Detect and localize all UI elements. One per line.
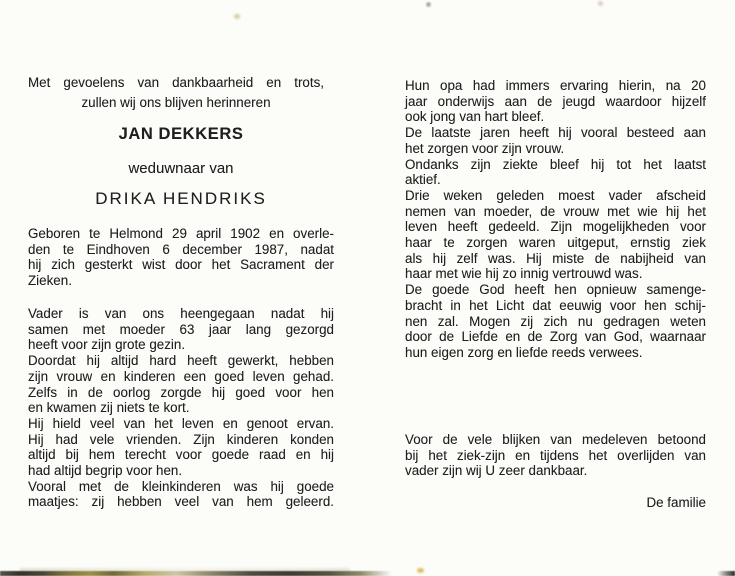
text-line: heeft voor zijn grote gezin. bbox=[28, 337, 186, 353]
text-line: zullen wij ons blijven herinneren bbox=[81, 95, 271, 110]
text-line: samen met moeder 63 jaar lang gezorgd bbox=[28, 321, 334, 337]
scan-speck bbox=[234, 14, 240, 19]
text-line: Ondanks zijn ziekte bleef hij tot het laatst bbox=[405, 156, 706, 172]
text-line: altijd bij hem terecht voor goede raad en hij bbox=[28, 447, 334, 463]
text-line: ook jong van hart bleef. bbox=[405, 109, 545, 125]
text-line: hij zich gesterkt wist door het Sacrament der bbox=[28, 257, 334, 273]
text-line: haar met wie hij zo innig vertrouwd was. bbox=[405, 266, 643, 282]
text-line: Drie weken geleden moest vader afscheid bbox=[405, 187, 706, 203]
text-line: hun eigen zorg en liefde reeds verwees. bbox=[405, 344, 643, 360]
text-line: haar te zorgen waren uitgeput, ernstig ziek bbox=[405, 235, 706, 251]
scan-speck bbox=[426, 2, 431, 7]
text-line: leven heeft gedeeld. Zijn mogelijkheden voor bbox=[405, 219, 706, 235]
intro-text bbox=[28, 73, 324, 113]
text-line: Hij had vele vrienden. Zijn kinderen konden bbox=[28, 431, 334, 447]
paragraph-memories bbox=[405, 78, 706, 361]
text-line: Hun opa had immers ervaring hierin, na 20 bbox=[405, 78, 706, 93]
text-line: den te Eindhoven 6 december 1987, nadat bbox=[28, 241, 334, 257]
text-line: nen zal. Mogen zij zich nu gedragen weten bbox=[405, 313, 706, 329]
text-line: als hij zelf was. Hij miste de nabijheid van bbox=[405, 250, 706, 266]
text-line: Zieken. bbox=[28, 273, 72, 289]
text-line: bij het ziek-zijn en tijdens het overlijden van bbox=[405, 447, 706, 463]
scan-corner-artifact bbox=[717, 571, 735, 576]
text-line: Vader is van ons heengegaan nadat hij bbox=[28, 306, 334, 321]
scan-edge-artifact bbox=[0, 571, 392, 576]
scan-speck bbox=[598, 1, 603, 6]
text-line: Doordat hij altijd hard heeft gewerkt, hebben bbox=[28, 353, 334, 369]
text-line: vader zijn wij U zeer dankbaar. bbox=[405, 463, 588, 479]
text-line: Voor de vele blijken van medeleven betoond bbox=[405, 432, 706, 447]
text-line: door de Liefde en de Zorg van God, waarnaar bbox=[405, 329, 706, 345]
text-line: zijn vrouw en kinderen een goed leven gehad. bbox=[28, 368, 334, 384]
relation-label: weduwnaar van bbox=[128, 160, 234, 177]
paragraph-birth-death bbox=[28, 226, 334, 289]
text-line: Hij hield veel van het leven en genoot ervan. bbox=[28, 415, 334, 431]
text-line: had altijd begrip voor hen. bbox=[28, 463, 183, 479]
scan-speck bbox=[417, 568, 424, 573]
text-line: het zorgen voor zijn vrouw. bbox=[405, 140, 565, 156]
paragraph-thanks bbox=[405, 432, 706, 479]
spouse-name: DRIKA HENDRIKS bbox=[95, 189, 267, 208]
text-line: en kwamen zij niets te kort. bbox=[28, 400, 190, 416]
text-line: aktief. bbox=[405, 172, 441, 188]
text-line: De laatste jaren heeft hij vooral besteed aan bbox=[405, 125, 706, 141]
text-line: Geboren te Helmond 29 april 1902 en overle- bbox=[28, 226, 334, 241]
text-line: nemen van moeder, de vrouw met wie hij het bbox=[405, 203, 706, 219]
deceased-name: JAN DEKKERS bbox=[118, 125, 244, 143]
closing-signature: De familie bbox=[646, 495, 706, 510]
text-line: Zelfs in de oorlog zorgde hij goed voor hen bbox=[28, 384, 334, 400]
paragraph-life bbox=[28, 306, 334, 510]
text-line: Met gevoelens van dankbaarheid en trots, bbox=[28, 75, 324, 90]
text-line: jaar onderwijs aan de jeugd waardoor hijzelf bbox=[405, 93, 706, 109]
text-line: maatjes: zij hebben veel van hem geleerd. bbox=[28, 494, 334, 510]
text-line: bracht in het Licht dat eeuwig voor hen schij- bbox=[405, 297, 706, 313]
text-line: Vooral met de kleinkinderen was hij goede bbox=[28, 478, 334, 494]
text-line: De goede God heeft hen opnieuw samenge- bbox=[405, 282, 706, 298]
